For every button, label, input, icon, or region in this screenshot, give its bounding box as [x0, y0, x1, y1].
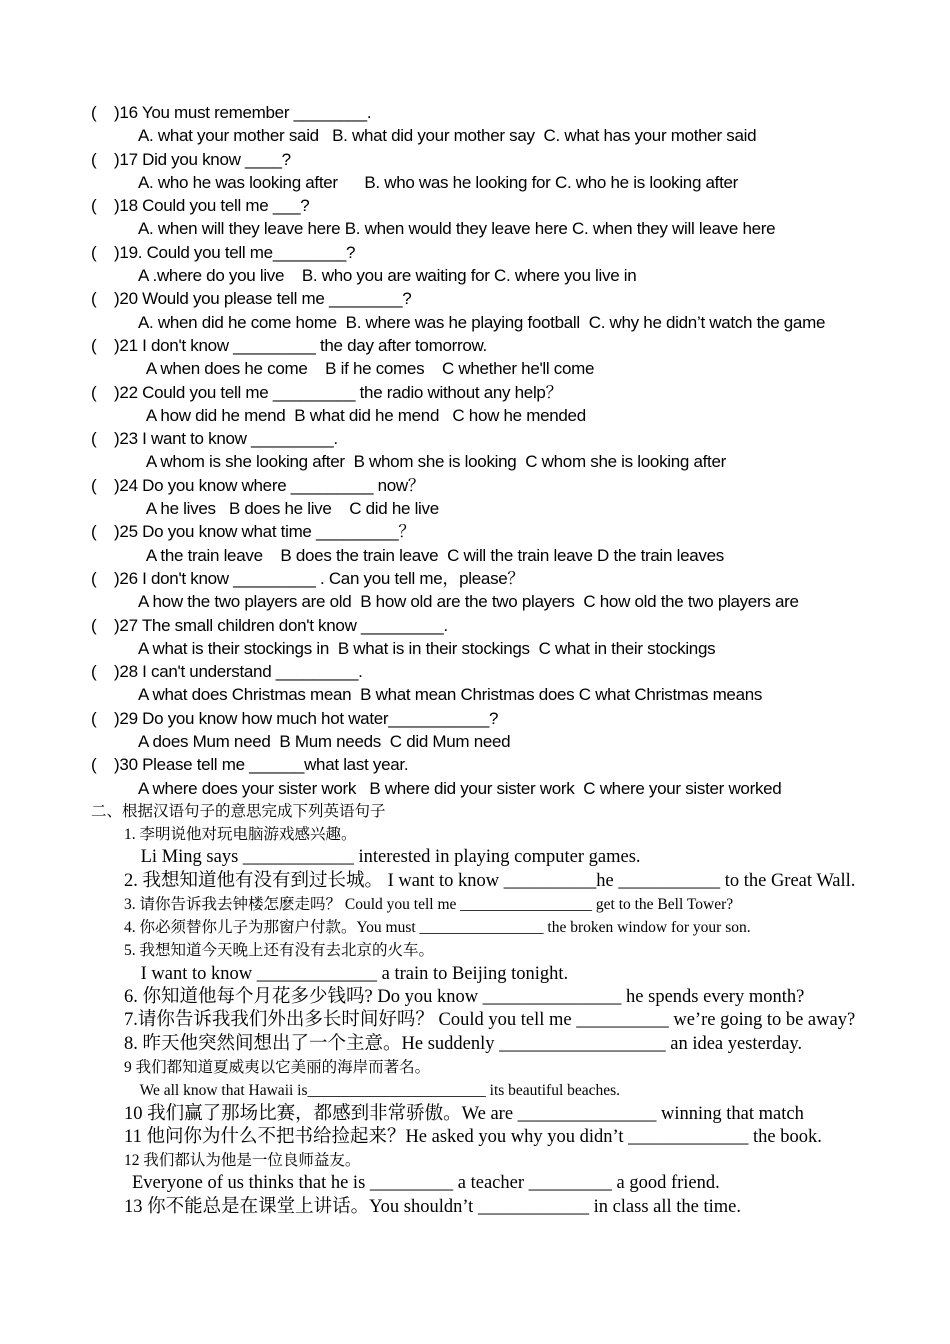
- question-27-options: A what is their stockings in B what is in their stockings C what in their stockings: [138, 639, 716, 658]
- part2-item-11: 11 他问你为什么不把书给捡起来？He asked you why you didn’t _____________ the book.: [124, 1127, 822, 1147]
- part2-item-2: 2. 我想知道他有没有到过长城。 I want to know __________he ___________ to the Great Wall.: [124, 871, 856, 891]
- part2-item-3: 3. 请你告诉我去钟楼怎麽走吗？ Could you tell me _________________ get to the Bell Tower?: [124, 896, 734, 913]
- part2-item-13: 13 你不能总是在课堂上讲话。You shouldn’t ____________ in class all the time.: [124, 1197, 742, 1217]
- question-16-options: A. what your mother said B. what did your mother say C. what has your mother said: [138, 126, 757, 145]
- part2-heading: 二、根据汉语句子的意思完成下列英语句子: [91, 802, 386, 820]
- part2-item-9-chinese: 9 我们都知道夏威夷以它美丽的海岸而著名。: [124, 1059, 431, 1076]
- question-21-options: A when does he come B if he comes C whether he'll come: [138, 359, 595, 378]
- question-29-options: A does Mum need B Mum needs C did Mum need: [138, 732, 511, 751]
- question-30-options: A where does your sister work B where did your sister work C where your sister worked: [138, 779, 782, 798]
- part2-item-1-chinese: 1. 李明说他对玩电脑游戏感兴趣。: [124, 826, 357, 843]
- question-17-options: A. who he was looking after B. who was he looking for C. who he is looking after: [138, 173, 739, 192]
- question-28-stem: ( )28 I can't understand _________.: [91, 662, 363, 681]
- question-26-options: A how the two players are old B how old are the two players C how old the two players are: [138, 592, 799, 611]
- question-18-options: A. when will they leave here B. when would they leave here C. when they will leave here: [138, 219, 776, 238]
- question-21-stem: ( )21 I don't know _________ the day after tomorrow.: [91, 336, 487, 355]
- question-23-options: A whom is she looking after B whom she is looking C whom she is looking after: [138, 452, 726, 471]
- part2-item-6: 6. 你知道他每个月花多少钱吗? Do you know _______________ he spends every month?: [124, 987, 805, 1007]
- question-20-stem: ( )20 Would you please tell me ________?: [91, 289, 412, 308]
- part2-item-5-chinese: 5. 我想知道今天晚上还有没有去北京的火车。: [124, 942, 435, 959]
- part2-item-7: 7.请你告诉我我们外出多长时间好吗？ Could you tell me __________ we’re going to be away?: [124, 1010, 856, 1030]
- question-28-options: A what does Christmas mean B what mean Christmas does C what Christmas means: [138, 685, 763, 704]
- question-18-stem: ( )18 Could you tell me ___?: [91, 196, 310, 215]
- question-17-stem: ( )17 Did you know ____?: [91, 150, 291, 169]
- question-19-options: A .where do you live B. who you are waiting for C. where you live in: [138, 266, 637, 285]
- question-27-stem: ( )27 The small children don't know _________.: [91, 616, 448, 635]
- part2-item-4: 4. 你必须替你儿子为那窗户付款。You must ________________ the broken window for your son.: [124, 919, 751, 936]
- part2-item-9-english: We all know that Hawaii is_______________________ its beautiful beaches.: [136, 1082, 621, 1099]
- part2-item-5-english: I want to know _____________ a train to Beijing tonight.: [136, 964, 569, 984]
- question-22-options: A how did he mend B what did he mend C how he mended: [138, 406, 586, 425]
- question-22-stem: ( )22 Could you tell me _________ the radio without any help？: [91, 383, 563, 402]
- part2-item-12-chinese: 12 我们都认为他是一位良师益友。: [124, 1152, 361, 1169]
- part2-item-10: 10 我们赢了那场比赛，都感到非常骄傲。We are _______________ winning that match: [124, 1104, 804, 1124]
- part2-item-1-english: Li Ming says ____________ interested in playing computer games.: [136, 847, 641, 867]
- question-29-stem: ( )29 Do you know how much hot water___________?: [91, 709, 499, 728]
- question-24-stem: ( )24 Do you know where _________ now？: [91, 476, 425, 495]
- question-19-stem: ( )19. Could you tell me________?: [91, 243, 356, 262]
- question-25-options: A the train leave B does the train leave C will the train leave D the train leaves: [138, 546, 724, 565]
- part2-item-8: 8. 昨天他突然间想出了一个主意。He suddenly __________________ an idea yesterday.: [124, 1034, 803, 1054]
- question-23-stem: ( )23 I want to know _________.: [91, 429, 338, 448]
- question-25-stem: ( )25 Do you know what time _________？: [91, 522, 416, 541]
- question-20-options: A. when did he come home B. where was he playing football C. why he didn’t watch the game: [138, 313, 826, 332]
- question-26-stem: ( )26 I don't know _________ . Can you tell me，please？: [91, 569, 525, 588]
- question-24-options: A he lives B does he live C did he live: [138, 499, 439, 518]
- question-30-stem: ( )30 Please tell me ______what last year.: [91, 755, 409, 774]
- question-16-stem: ( )16 You must remember ________.: [91, 103, 372, 122]
- part2-item-12-english: Everyone of us thinks that he is _________ a teacher _________ a good friend.: [132, 1173, 720, 1193]
